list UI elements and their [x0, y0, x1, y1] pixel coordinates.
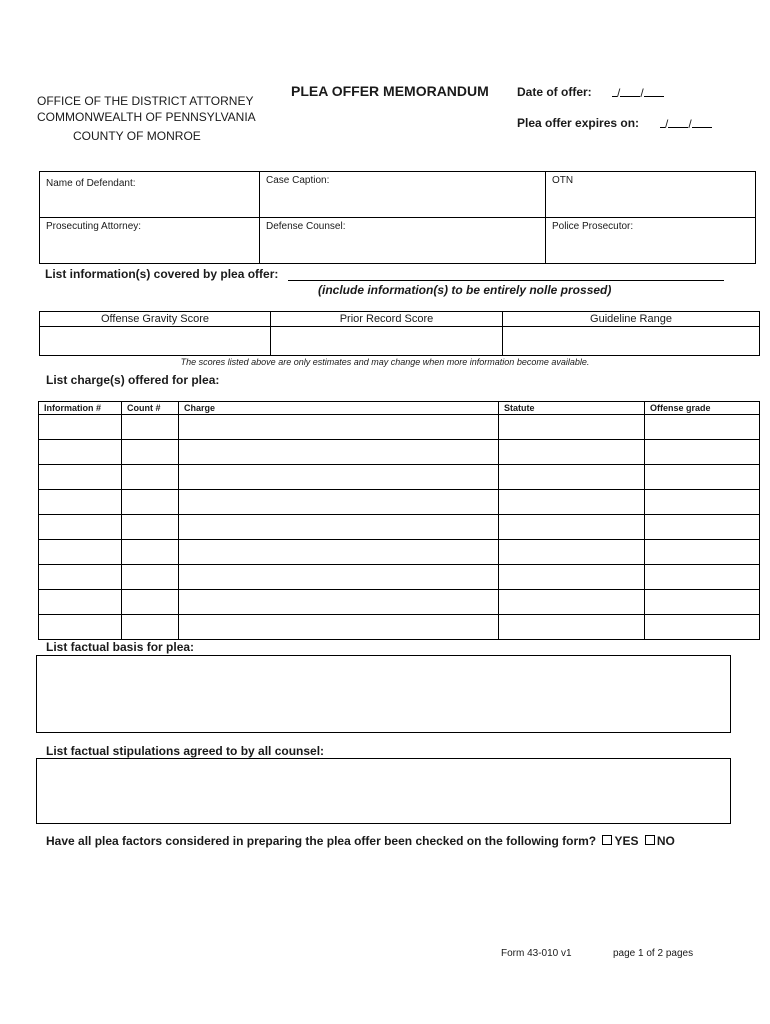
count-number-cell[interactable]	[122, 590, 179, 615]
charge-cell[interactable]	[179, 565, 499, 590]
table-row	[39, 515, 760, 540]
charge-cell[interactable]	[179, 440, 499, 465]
stipulations-label: List factual stipulations agreed to by all counsel:	[46, 744, 325, 758]
table-row	[39, 590, 760, 615]
count-number-cell[interactable]	[122, 465, 179, 490]
count-number-cell[interactable]	[122, 565, 179, 590]
offense-grade-cell[interactable]	[645, 440, 760, 465]
count-number-cell[interactable]	[122, 540, 179, 565]
informations-note: (include information(s) to be entirely nolle prossed)	[318, 283, 612, 297]
otn-cell[interactable]	[546, 172, 756, 218]
guideline-range-header: Guideline Range	[503, 312, 760, 327]
defendant-cell[interactable]	[40, 172, 260, 218]
stipulations-field[interactable]	[36, 758, 731, 824]
case-info-table	[39, 171, 756, 264]
offense-grade-cell[interactable]	[645, 590, 760, 615]
charges-label: List charge(s) offered for plea:	[46, 373, 220, 387]
offense-grade-cell[interactable]	[645, 615, 760, 640]
case-caption-cell[interactable]	[260, 172, 546, 218]
prior-record-header: Prior Record Score	[271, 312, 503, 327]
table-row	[39, 490, 760, 515]
county-name: COUNTY OF MONROE	[73, 129, 201, 143]
office-line-2: COMMONWEALTH OF PENNSYLVANIA	[37, 110, 256, 124]
information-number-header: Information #	[39, 402, 122, 415]
statute-cell[interactable]	[499, 515, 645, 540]
statute-cell[interactable]	[499, 615, 645, 640]
information-number-cell[interactable]	[39, 615, 122, 640]
information-number-cell[interactable]	[39, 540, 122, 565]
offense-grade-cell[interactable]	[645, 515, 760, 540]
offense-grade-cell[interactable]	[645, 415, 760, 440]
information-number-cell[interactable]	[39, 515, 122, 540]
defense-counsel-cell[interactable]	[260, 218, 546, 264]
charge-cell[interactable]	[179, 590, 499, 615]
scores-note: The scores listed above are only estimates and may change when more information become available.	[180, 357, 590, 367]
table-row	[39, 440, 760, 465]
charge-cell[interactable]	[179, 490, 499, 515]
offense-grade-cell[interactable]	[645, 490, 760, 515]
prosecuting-attorney-label: Prosecuting Attorney:	[46, 221, 142, 232]
page-number: page 1 of 2 pages	[613, 948, 694, 959]
no-checkbox[interactable]	[645, 835, 655, 845]
otn-label: OTN	[552, 175, 574, 186]
charge-cell[interactable]	[179, 415, 499, 440]
table-row	[39, 540, 760, 565]
charge-header: Charge	[179, 402, 499, 415]
information-number-cell[interactable]	[39, 490, 122, 515]
count-number-cell[interactable]	[122, 490, 179, 515]
plea-factors-question	[46, 834, 675, 848]
count-number-cell[interactable]	[122, 415, 179, 440]
informations-field[interactable]	[288, 268, 724, 281]
factual-basis-field[interactable]	[36, 655, 731, 733]
plea-expires-label: Plea offer expires on:	[517, 116, 640, 130]
charge-cell[interactable]	[179, 540, 499, 565]
offense-gravity-field[interactable]	[40, 327, 271, 356]
date-of-offer-field[interactable]: / /	[612, 85, 664, 100]
information-number-cell[interactable]	[39, 440, 122, 465]
charge-cell[interactable]	[179, 615, 499, 640]
count-number-cell[interactable]	[122, 515, 179, 540]
statute-cell[interactable]	[499, 590, 645, 615]
guideline-range-field[interactable]	[503, 327, 760, 356]
offense-grade-header: Offense grade	[645, 402, 760, 415]
statute-cell[interactable]	[499, 440, 645, 465]
yes-checkbox[interactable]	[602, 835, 612, 845]
office-heading	[37, 93, 256, 125]
charge-cell[interactable]	[179, 465, 499, 490]
count-number-cell[interactable]	[122, 615, 179, 640]
offense-grade-cell[interactable]	[645, 465, 760, 490]
information-number-cell[interactable]	[39, 590, 122, 615]
information-number-cell[interactable]	[39, 415, 122, 440]
defense-counsel-label: Defense Counsel:	[266, 221, 346, 232]
factual-basis-label: List factual basis for plea:	[46, 640, 195, 654]
table-row	[39, 565, 760, 590]
page-title: PLEA OFFER MEMORANDUM	[291, 83, 489, 99]
charge-cell[interactable]	[179, 515, 499, 540]
table-row	[39, 415, 760, 440]
offense-grade-cell[interactable]	[645, 565, 760, 590]
statute-cell[interactable]	[499, 415, 645, 440]
offense-gravity-header: Offense Gravity Score	[40, 312, 271, 327]
statute-cell[interactable]	[499, 490, 645, 515]
plea-expires-field[interactable]: / /	[660, 116, 712, 131]
no-label: NO	[656, 834, 675, 848]
table-row	[39, 615, 760, 640]
prior-record-field[interactable]	[271, 327, 503, 356]
office-line-1: OFFICE OF THE DISTRICT ATTORNEY	[37, 94, 254, 108]
case-caption-label: Case Caption:	[266, 175, 330, 186]
form-number: Form 43-010 v1	[501, 948, 572, 959]
statute-cell[interactable]	[499, 565, 645, 590]
statute-cell[interactable]	[499, 540, 645, 565]
offense-grade-cell[interactable]	[645, 540, 760, 565]
table-row	[39, 465, 760, 490]
prosecuting-attorney-cell[interactable]	[40, 218, 260, 264]
police-prosecutor-label: Police Prosecutor:	[552, 221, 634, 232]
informations-label: List information(s) covered by plea offer:	[45, 267, 279, 281]
defendant-label: Name of Defendant:	[46, 178, 136, 189]
information-number-cell[interactable]	[39, 565, 122, 590]
count-number-cell[interactable]	[122, 440, 179, 465]
count-number-header: Count #	[122, 402, 179, 415]
charges-table	[38, 401, 760, 640]
scores-table	[39, 311, 760, 356]
police-prosecutor-cell[interactable]	[546, 218, 756, 264]
question-text: Have all plea factors considered in preparing the plea offer been checked on the following form?	[46, 834, 597, 848]
statute-cell[interactable]	[499, 465, 645, 490]
date-of-offer-label: Date of offer:	[517, 85, 592, 99]
yes-label: YES	[614, 834, 639, 848]
statute-header: Statute	[499, 402, 645, 415]
information-number-cell[interactable]	[39, 465, 122, 490]
